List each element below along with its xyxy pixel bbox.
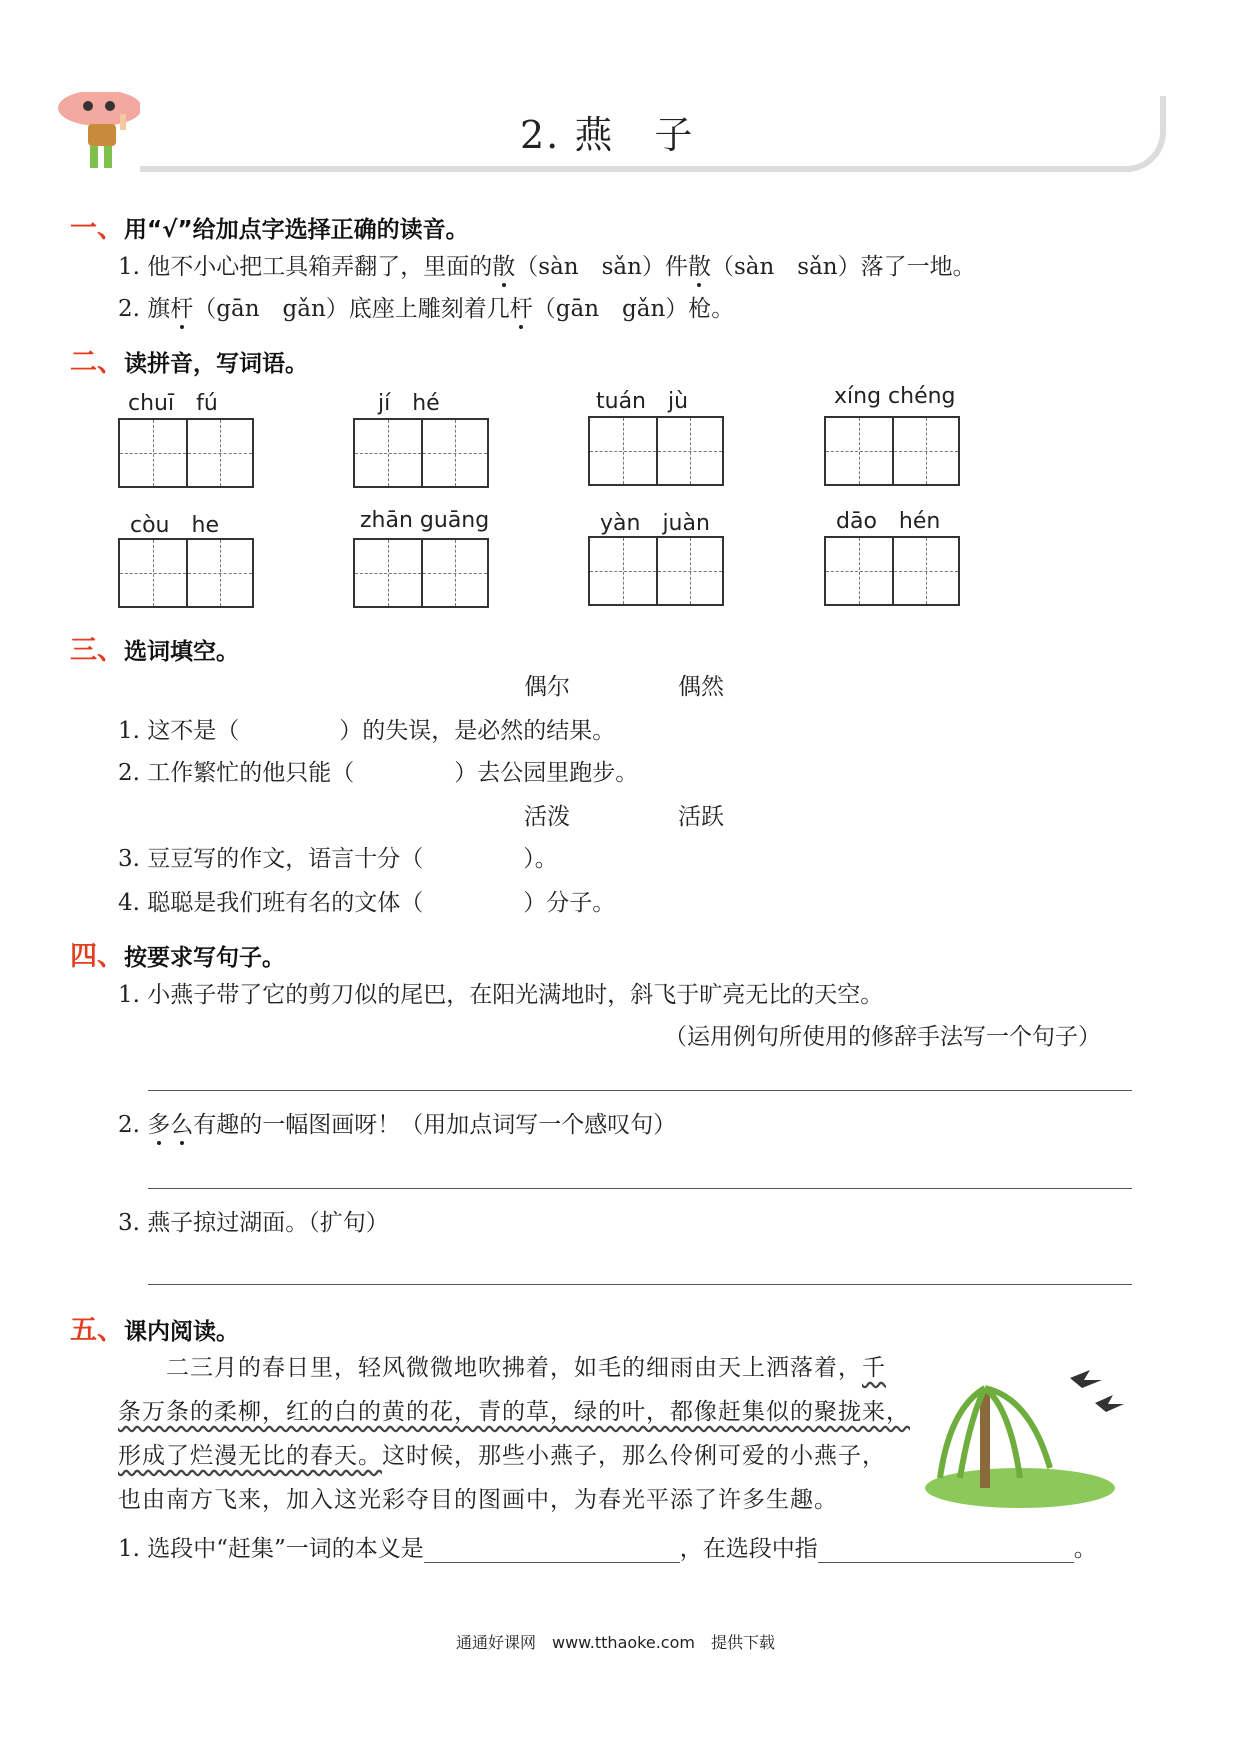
- word-option: 活泼: [524, 804, 570, 830]
- text: ）分子。: [523, 890, 616, 916]
- section-1-heading: [70, 206, 469, 245]
- text: ）去公园里跑步。: [454, 760, 639, 786]
- text: 1. 这不是（: [118, 718, 240, 744]
- dotted-char: 么: [170, 1112, 194, 1138]
- passage-line: [118, 1346, 918, 1390]
- pinyin-label: dāo hén: [836, 509, 941, 534]
- question-3-3: [118, 840, 558, 873]
- section-title: 课内阅读。: [124, 1319, 239, 1345]
- willow-swallow-illustration: [920, 1348, 1140, 1508]
- question-4-2: [118, 1106, 676, 1139]
- dotted-char: 散: [492, 254, 516, 280]
- word-option: 活跃: [678, 804, 724, 830]
- pinyin-label: còu he: [130, 513, 219, 538]
- text: ）的失误，是必然的结果。: [339, 718, 616, 744]
- question-3-1: [118, 712, 615, 745]
- writing-grid[interactable]: [353, 538, 489, 608]
- reading-passage: [118, 1346, 918, 1522]
- pinyin-label: tuán jù: [596, 389, 689, 414]
- text: 二三月的春日里，轻风微微地吹拂着，如毛的细雨由天上洒落着，: [118, 1355, 862, 1381]
- answer-line[interactable]: [148, 1188, 1132, 1189]
- underlined-text: 条万条的柔柳，红的白的黄的花，青的草，绿的叶，都像赶集似的聚拢来，: [118, 1399, 910, 1425]
- text: 这时候，那些小燕子，那么伶俐可爱的小燕子，: [382, 1443, 886, 1469]
- section-title: 选词填空。: [124, 639, 239, 665]
- question-4-1-instruction: （运用例句所使用的修辞手法写一个句子）: [664, 1024, 1101, 1050]
- answer-line[interactable]: [148, 1090, 1132, 1091]
- section-number: 二、: [70, 347, 124, 378]
- pinyin-options[interactable]: （sàn sǎn）件: [515, 254, 688, 280]
- section-number: 五、: [70, 1315, 124, 1346]
- passage-line: [118, 1478, 918, 1522]
- question-1-2: [118, 290, 734, 323]
- word-option: 偶尔: [524, 674, 570, 700]
- question-1-1: [118, 248, 976, 281]
- writing-grid[interactable]: [824, 536, 960, 606]
- pinyin-options[interactable]: （gān gǎn）枪。: [532, 296, 735, 322]
- writing-grid[interactable]: [588, 416, 724, 486]
- dotted-char: 散: [687, 254, 711, 280]
- writing-grid[interactable]: [353, 418, 489, 488]
- underlined-text: 形成了烂漫无比的春天。: [118, 1443, 382, 1469]
- dotted-char: 多: [147, 1112, 171, 1138]
- text: 1. 他不小心把工具箱弄翻了，里面的: [118, 254, 493, 280]
- pinyin-label: jí hé: [378, 391, 440, 416]
- blank[interactable]: [818, 1536, 1074, 1563]
- section-number: 一、: [70, 213, 124, 244]
- text: 2. 工作繁忙的他只能（: [118, 760, 355, 786]
- section-5-heading: [70, 1308, 239, 1347]
- section-title: 读拼音，写词语。: [124, 351, 308, 377]
- footer-credit: 通通好课网 www.tthaoke.com 提供下载: [456, 1633, 775, 1652]
- question-5-1: [118, 1530, 1097, 1563]
- text: 有趣的一幅图画呀！（用加点词写一个感叹句）: [193, 1112, 677, 1138]
- text: 1. 选段中“赶集”一词的本义是: [118, 1536, 424, 1562]
- text: 2. 旗: [118, 296, 171, 322]
- question-3-2: [118, 754, 638, 787]
- writing-grid[interactable]: [118, 418, 254, 488]
- text: ，在选段中指: [679, 1536, 818, 1562]
- page-title: 2. 燕 子: [520, 113, 695, 157]
- word-option: 偶然: [678, 674, 724, 700]
- pinyin-label: xíng chéng: [834, 384, 956, 409]
- writing-grid[interactable]: [824, 416, 960, 486]
- dotted-char: 杆: [170, 296, 194, 322]
- text: 3. 豆豆写的作文，语言十分（: [118, 846, 424, 872]
- text: 4. 聪聪是我们班有名的文体（: [118, 890, 424, 916]
- pinyin-label: yàn juàn: [600, 511, 710, 536]
- section-title: 用“√”给加点字选择正确的读音。: [124, 217, 469, 243]
- section-3-heading: [70, 628, 239, 667]
- blank[interactable]: [424, 1536, 680, 1563]
- pinyin-options[interactable]: （gān gǎn）底座上雕刻着几: [193, 296, 510, 322]
- text: ）。: [523, 846, 558, 872]
- pinyin-options[interactable]: （sàn sǎn）落了一地。: [710, 254, 976, 280]
- passage-line: [118, 1434, 918, 1478]
- section-number: 四、: [70, 941, 124, 972]
- writing-grid[interactable]: [588, 536, 724, 606]
- text: 也由南方飞来，加入这光彩夺目的图画中，为春光平添了许多生趣。: [118, 1487, 838, 1513]
- section-title: 按要求写句子。: [124, 945, 285, 971]
- passage-line: [118, 1390, 918, 1434]
- question-3-4: [118, 884, 615, 917]
- question-4-1: 1. 小燕子带了它的剪刀似的尾巴，在阳光满地时，斜飞于旷亮无比的天空。: [118, 982, 884, 1008]
- text: 。: [1073, 1536, 1097, 1562]
- dotted-char: 杆: [509, 296, 533, 322]
- section-4-heading: [70, 934, 285, 973]
- pinyin-label: chuī fú: [128, 391, 218, 416]
- section-number: 三、: [70, 635, 124, 666]
- underlined-text: 千: [862, 1355, 886, 1381]
- question-4-3: 3. 燕子掠过湖面。（扩句）: [118, 1210, 389, 1236]
- text: 2.: [118, 1112, 148, 1138]
- answer-line[interactable]: [148, 1284, 1132, 1285]
- writing-grid[interactable]: [118, 538, 254, 608]
- pinyin-label: zhān guāng: [360, 508, 490, 533]
- section-2-heading: [70, 340, 308, 379]
